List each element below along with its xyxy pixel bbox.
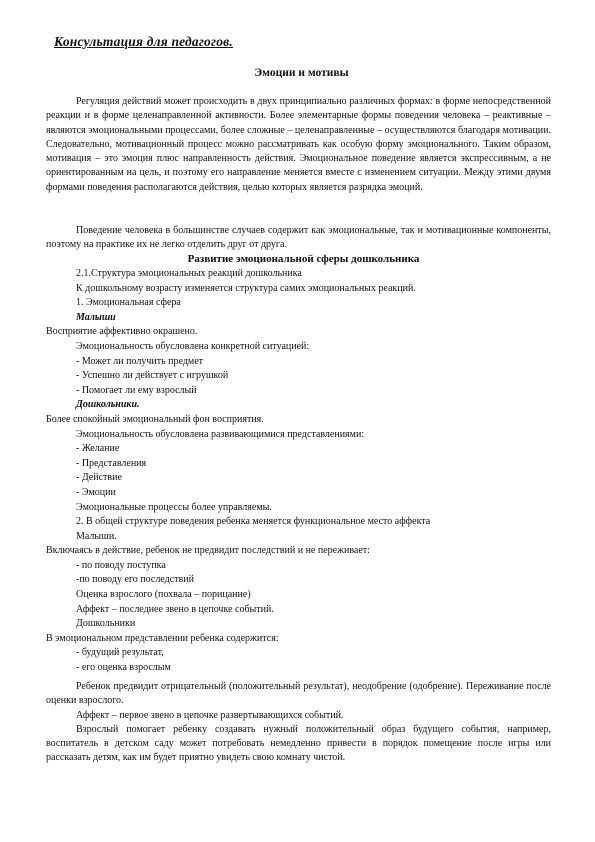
- section-line: - его оценка взрослым: [76, 662, 171, 674]
- section-line: Более спокойный эмоциональный фон восприятия.: [46, 413, 264, 425]
- closing-paragraph-1: Ребенок предвидит отрицательный (положительный результат), неодобрение (одобрение). Переживание после оценки взрослого.: [46, 681, 551, 707]
- section-line: В эмоциональном представлении ребенка содержится:: [46, 632, 279, 644]
- section-line: Дошкольники: [76, 618, 136, 630]
- section-line: - Помогает ли ему взрослый: [76, 384, 197, 396]
- section-line: 2. В общей структуре поведения ребенка меняется функциональное место аффекта: [76, 516, 431, 528]
- section-line: Эмоциональность обусловлена конкретной ситуацией:: [76, 340, 310, 352]
- section-line: -по поводу его последствий: [76, 574, 194, 586]
- intro-paragraph-2: [46, 224, 551, 253]
- closing-paragraph-3: Взрослый помогает ребенку создавать нужный положительный образ будущего события, например, воспитатель в детском саду может потребовать немедленно привести в порядок помещение после игры или рассказать детям, как им будет приятно увидеть свою комнату чистой.: [46, 723, 551, 764]
- section-line: - Желание: [76, 443, 120, 455]
- section-line: Малыши.: [76, 530, 117, 542]
- section-lines: [46, 267, 551, 676]
- section-line: Оценка взрослого (похвала – порицание): [76, 589, 251, 601]
- section-line: - Успешно ли действует с игрушкой: [76, 370, 229, 382]
- section-line: 1. Эмоциональная сфера: [76, 297, 181, 309]
- section-line: - Может ли получить предмет: [76, 355, 204, 367]
- main-title: Эмоции и мотивы: [254, 67, 349, 79]
- closing-paragraph-2: Аффект – первое звено в цепочке развертывающихся событий.: [76, 709, 344, 721]
- section-line: - Эмоции: [76, 486, 116, 498]
- intro-paragraph-1-text: Регуляция действий может происходить в двух принципиально различных формах: в форме непосредственной реакции и в форме целенаправленной активности. Более элементарные формы поведения человека – реактивные – являются эмоциональными процессами, более сложные – целенаправленные – осуществляются благодаря мотивации. Следовательно, мотивационный процесс можно рассматривать как особую форму эмоционального. Таким образом, мотивация – это эмоция плюс направленность действия. Эмоциональное поведение является экспрессивным, а не ориентированным на цель, и поэтому его направление меняется вместе с изменением ситуации. Между этими двумя формами поведения располагаются действия, целью которых является разрядка эмоций.: [46, 96, 551, 193]
- section-line: - будущий результат,: [76, 647, 164, 659]
- intro-paragraph-1: [46, 95, 551, 195]
- section-line: Восприятие аффективно окрашено.: [46, 326, 198, 338]
- consultation-title: Консультация для педагогов.: [54, 34, 233, 49]
- section-line: Включаясь в действие, ребенок не предвидит последствий и не переживает:: [46, 545, 370, 557]
- subheading: Малыши: [76, 311, 116, 323]
- section-line: - Представления: [76, 457, 147, 469]
- section-line: Аффект – последнее звено в цепочке событий.: [76, 603, 274, 615]
- section-line: - по поводу поступка: [76, 559, 166, 571]
- section-line: - Действие: [76, 472, 122, 484]
- section-title: Развитие эмоциональной сферы дошкольника: [187, 253, 420, 265]
- section-line: Эмоциональные процессы более управляемы.: [76, 501, 272, 513]
- subheading: Дошкольники.: [76, 399, 140, 411]
- section-line: 2.1.Структура эмоциональных реакций дошкольника: [76, 268, 302, 279]
- section-line: Эмоциональность обусловлена развивающимися представлениями:: [76, 428, 365, 440]
- intro-paragraph-2-text: Поведение человека в большинстве случаев содержит как эмоциональные, так и мотивационные компоненты, поэтому на практике их не легко отделить друг от друга.: [46, 225, 551, 251]
- closing-block: [46, 680, 551, 766]
- section-line: К дошкольному возрасту изменяется структура самих эмоциональных реакций.: [76, 282, 416, 294]
